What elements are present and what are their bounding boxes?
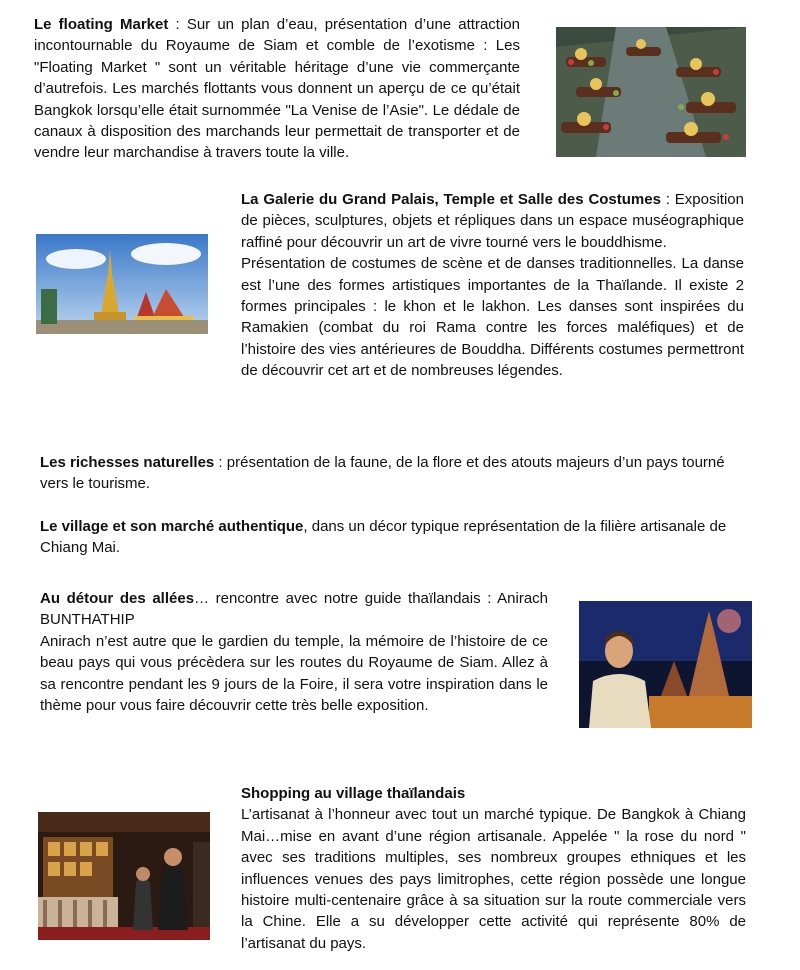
grand-palace-photo — [36, 234, 208, 334]
section-paragraph — [40, 452, 748, 495]
section-text: : Exposition de pièces, sculptures, objets et répliques dans un espace muséographique raffiné pour découvrir un art de vivre tourné vers le bouddhisme. — [241, 191, 744, 251]
section-grand-palace — [241, 189, 744, 382]
section-title: Les richesses naturelles — [40, 454, 215, 471]
section-paragraph-2: Présentation de costumes de scène et de danses traditionnelles. La danse est l’une des formes artistiques importantes de la Thaïlande. Il existe 2 formes principales : le khon et le lakhon. Les danses sont inspirées du Ramakien (combat du roi Rama contre les forces maléfiques) et de l’histoire des vies antérieures de Bouddha. Différents costumes permettront de découvrir cet art et de nombreuses légendes. — [241, 255, 744, 380]
section-shopping — [241, 783, 746, 954]
section-paragraph — [241, 783, 746, 804]
section-paragraph — [241, 189, 744, 253]
section-title: Le village et son marché authentique — [40, 518, 304, 535]
section-text: , dans un décor typique représentation de la filière artisanale de Chiang Mai. — [40, 518, 727, 557]
section-text: : présentation de la faune, de la flore et des atouts majeurs d’un pays tourné vers le tourisme. — [40, 454, 725, 493]
section-paragraph — [40, 516, 748, 559]
section-village-market — [40, 516, 748, 559]
village-shopping-photo — [38, 812, 210, 940]
section-paragraph-2: Anirach n’est autre que le gardien du temple, la mémoire de l’histoire de ce beau pays qui vous précèdera sur les routes du Royaume de Siam. Allez à sa rencontre pendant les 9 jours de la Foire, il sera votre inspiration dans le thème pour vous faire découvrir cette très belle exposition. — [40, 632, 548, 715]
section-paragraph — [40, 588, 548, 631]
section-floating-market — [34, 14, 520, 164]
section-title: La Galerie du Grand Palais, Temple et Salle des Costumes — [241, 191, 661, 208]
section-text: L’artisanat à l’honneur avec tout un marché typique. De Bangkok à Chiang Mai…mise en avant d’une région artisanale. Appelée " la rose du nord " avec ses traditions multiples, ses nombreux groupes ethniques et les influences venues des pays limitrophes, cette région possède une longue histoire multi-centenaire grâce à sa situation sur la route commerciale vers la Chine. Elle a su développer cette activité qui représente 80% de l’artisanat du pays. — [241, 806, 746, 952]
section-title: Shopping au village thaïlandais — [241, 785, 466, 802]
floating-market-photo — [556, 27, 746, 157]
guide-portrait-photo — [579, 601, 752, 728]
section-paragraph — [34, 14, 520, 164]
section-text: : Sur un plan d’eau, présentation d’une attraction incontournable du Royaume de Siam et comble de l’exotisme : Les "Floating Market " sont un véritable héritage d’une vie commerçante d’autrefois. Les marchés flottants vous donnent un aperçu de ce qu’était Bangkok lorsqu’elle était surnommée "La Venise de l’Asie". Le dédale de canaux à disposition des marchands leur permettait de transporter et de vendre leur marchandise à travers toute la ville. — [34, 16, 520, 162]
section-guide — [40, 588, 548, 716]
section-title: Au détour des allées — [40, 590, 195, 607]
section-text: … rencontre avec notre guide thaïlandais : Anirach BUNTHATHIP — [40, 590, 549, 629]
section-title: Le floating Market — [34, 16, 169, 33]
section-natural-riches — [40, 452, 748, 495]
